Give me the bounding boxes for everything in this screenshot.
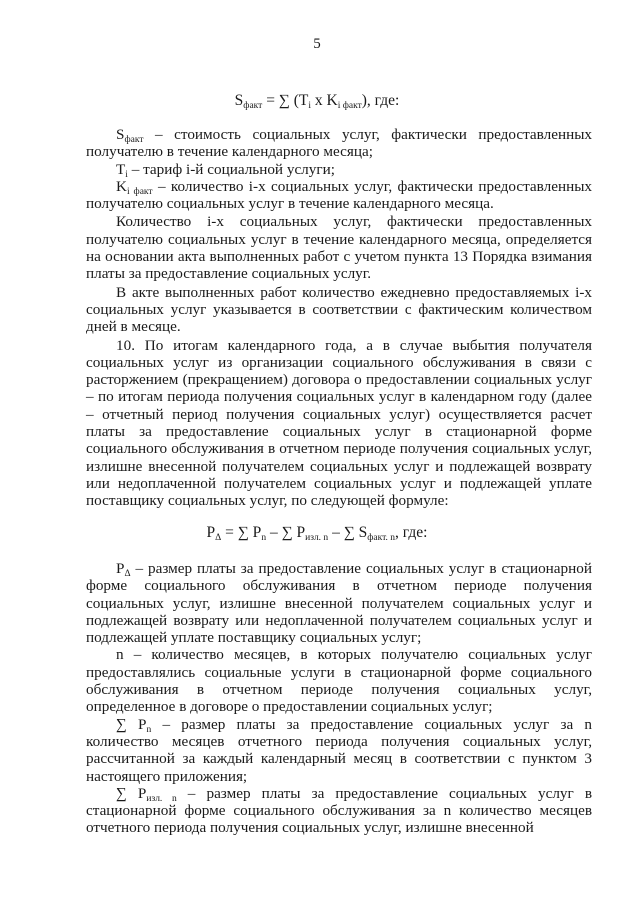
formula-text: = ∑ (T bbox=[262, 92, 309, 109]
formula-text: – ∑ S bbox=[328, 524, 368, 541]
formula-subscript: изл. n bbox=[305, 533, 329, 543]
definition-paragraph bbox=[86, 178, 592, 213]
definition-subscript: n bbox=[146, 724, 152, 735]
formula-text: , где: bbox=[395, 524, 428, 541]
definition-text: n – количество месяцев, в которых получателю социальных услуг предоставлялись социальные услуги в стационарной форме социального обслуживания в отчетном периоде получения социальных услуг, определенное в договоре о предоставлении социальных услуг; bbox=[86, 646, 592, 716]
formula-subscript: Δ bbox=[215, 533, 222, 543]
formula-actual-cost bbox=[0, 92, 634, 110]
formula-text: ), где: bbox=[361, 92, 400, 109]
definition-text: – тариф i-й социальной услуги; bbox=[127, 160, 335, 178]
formula-text: = ∑ P bbox=[221, 524, 262, 541]
definition-paragraph bbox=[86, 560, 592, 646]
definition-text: – размер платы за предоставление социальных услуг в стационарной форме социального обслуживания за n количество месяцев отчетного периода получения социальных услуг, излишне внесенной bbox=[86, 784, 592, 837]
page-number: 5 bbox=[313, 36, 321, 52]
definition-text: – стоимость социальных услуг, фактически предоставленных получателю в течение календарного месяца; bbox=[86, 126, 592, 161]
formula-subscript: i факт bbox=[337, 101, 362, 111]
formula-symbol: S bbox=[234, 92, 244, 109]
formula-subscript: i bbox=[308, 101, 311, 111]
definition-symbol: S bbox=[116, 126, 125, 143]
definition-subscript: i факт bbox=[126, 186, 153, 197]
definition-paragraph bbox=[86, 161, 592, 178]
formula-subscript: факт bbox=[243, 101, 263, 111]
definition-symbol: T bbox=[116, 160, 126, 178]
definition-subscript: i bbox=[125, 169, 128, 180]
formula-subscript: факт. n bbox=[367, 533, 396, 543]
formula-text: – ∑ P bbox=[266, 524, 306, 541]
definition-symbol: ∑ P bbox=[116, 715, 147, 733]
definition-symbol: ∑ P bbox=[116, 784, 147, 802]
definition-paragraph bbox=[86, 126, 592, 161]
definition-subscript: изл. n bbox=[146, 793, 177, 804]
definition-paragraph bbox=[86, 646, 592, 715]
formula-subscript: n bbox=[261, 533, 267, 543]
paragraph-item-10: 10. По итогам календарного года, а в случае выбытия получателя социальных услуг из организации социального обслуживания в связи с расторжением (прекращением) договора о предоставлении социальных услуг – по итогам периода получения социальных услуг в календарном году (далее – отчетный период получения социальных услуг) осуществляется расчет платы за предоставление социальных услуг в стационарной форме социального обслуживания в отчетном периоде получения социальных услуг, излишне внесенной получателем социальных услуг и подлежащей возврату или недоплаченной получателем социальных услуг и подлежащей уплате поставщику социальных услуг, по следующей формуле: bbox=[86, 336, 592, 510]
formula-symbol: P bbox=[206, 524, 216, 541]
formula-text: x K bbox=[311, 92, 338, 109]
paragraph-quantity: Количество i-х социальных услуг, фактически предоставленных получателю социальных услуг в течение календарного месяца, определяется на основании акта выполненных работ с учетом пункта 13 Порядка взимания платы за предоставление социальных услуг. bbox=[86, 213, 592, 283]
definition-subscript: факт bbox=[124, 135, 144, 145]
text-block-1 bbox=[86, 126, 592, 510]
paragraph-act: В акте выполненных работ количество ежедневно предоставляемых i-х социальных услуг указывается в соответствии с фактическим количеством дней в месяце. bbox=[86, 283, 592, 336]
formula-payment-difference bbox=[0, 524, 634, 542]
definition-paragraph bbox=[86, 785, 592, 837]
definition-symbol: K bbox=[116, 177, 127, 195]
definition-text: – количество i-х социальных услуг, фактически предоставленных получателю социальных услуг в течение календарного месяца. bbox=[86, 177, 592, 213]
definition-subscript: Δ bbox=[124, 569, 131, 579]
definition-paragraph bbox=[86, 716, 592, 785]
text-block-2 bbox=[86, 560, 592, 837]
definition-text: – размер платы за предоставление социальных услуг за n количество месяцев отчетного периода получения социальных услуг, рассчитанной за каждый календарный месяц в соответствии с пунктом 3 настоящего приложения; bbox=[86, 715, 592, 785]
definition-text: – размер платы за предоставление социальных услуг в стационарной форме социального обслуживания в отчетном периоде получения социальных услуг, излишне внесенной получателем социальных услуг и подлежащей возврату или недоплаченной получателем социальных услуг и подлежащей уплате поставщику социальных услуг; bbox=[86, 560, 592, 647]
definition-symbol: P bbox=[116, 560, 125, 577]
